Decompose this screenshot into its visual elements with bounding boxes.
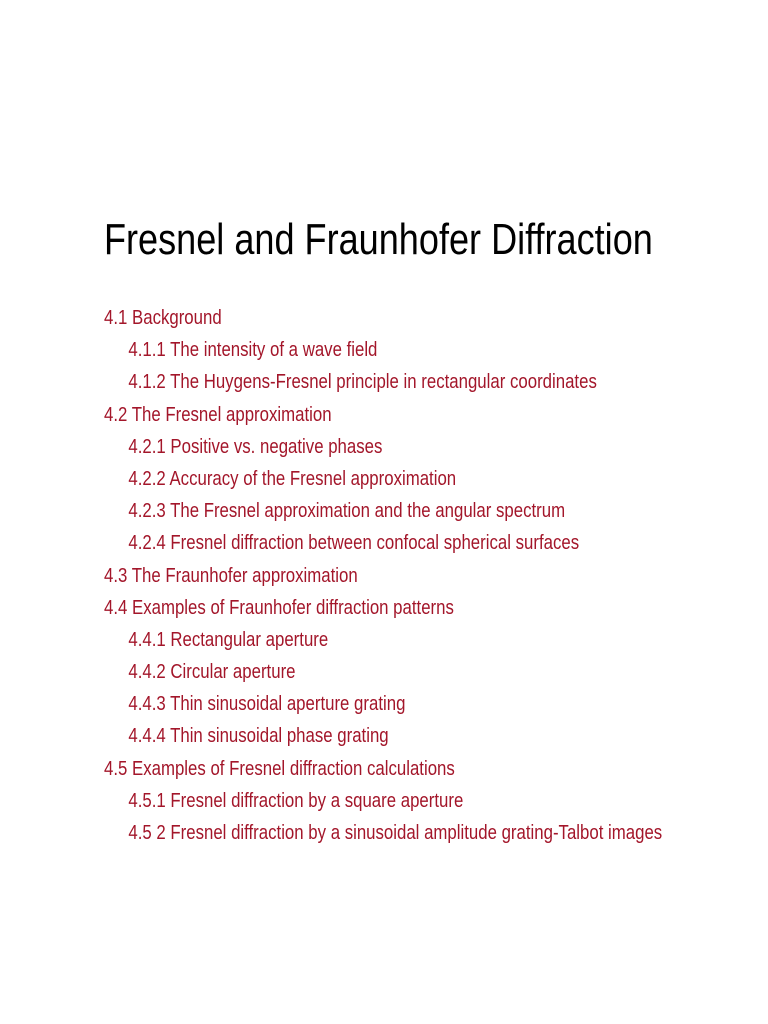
- toc-subsection-4-1-2: 4.1.2 The Huygens-Fresnel principle in rectangular coordinates: [128, 371, 597, 394]
- toc-section-4-3: 4.3 The Fraunhofer approximation: [104, 564, 358, 587]
- toc-subsection-4-4-3: 4.4.3 Thin sinusoidal aperture grating: [128, 693, 406, 716]
- toc-subsection-4-4-2: 4.4.2 Circular aperture: [128, 661, 296, 684]
- toc-section-4-4: 4.4 Examples of Fraunhofer diffraction patterns: [104, 596, 454, 619]
- toc-section-4-2: 4.2 The Fresnel approximation: [104, 403, 332, 426]
- toc-subsection-4-2-4: 4.2.4 Fresnel diffraction between confocal spherical surfaces: [128, 532, 580, 555]
- toc-subsection-4-4-4: 4.4.4 Thin sinusoidal phase grating: [128, 725, 389, 748]
- page-title: Fresnel and Fraunhofer Diffraction: [104, 215, 653, 264]
- toc-section-4-1: 4.1 Background: [104, 307, 222, 329]
- table-of-contents: [104, 302, 768, 849]
- toc-subsection-4-1-1: 4.1.1 The intensity of a wave field: [128, 339, 378, 362]
- toc-subsection-4-2-1: 4.2.1 Positive vs. negative phases: [128, 435, 383, 458]
- toc-subsection-4-5-2: 4.5 2 Fresnel diffraction by a sinusoidal amplitude grating-Talbot images: [128, 822, 663, 844]
- toc-subsection-4-5-1: 4.5.1 Fresnel diffraction by a square aperture: [128, 789, 464, 812]
- toc-subsection-4-2-3: 4.2.3 The Fresnel approximation and the angular spectrum: [128, 500, 566, 523]
- toc-subsection-4-4-1: 4.4.1 Rectangular aperture: [128, 628, 329, 651]
- toc-subsection-4-2-2: 4.2.2 Accuracy of the Fresnel approximation: [128, 467, 457, 490]
- toc-section-4-5: 4.5 Examples of Fresnel diffraction calculations: [104, 757, 455, 780]
